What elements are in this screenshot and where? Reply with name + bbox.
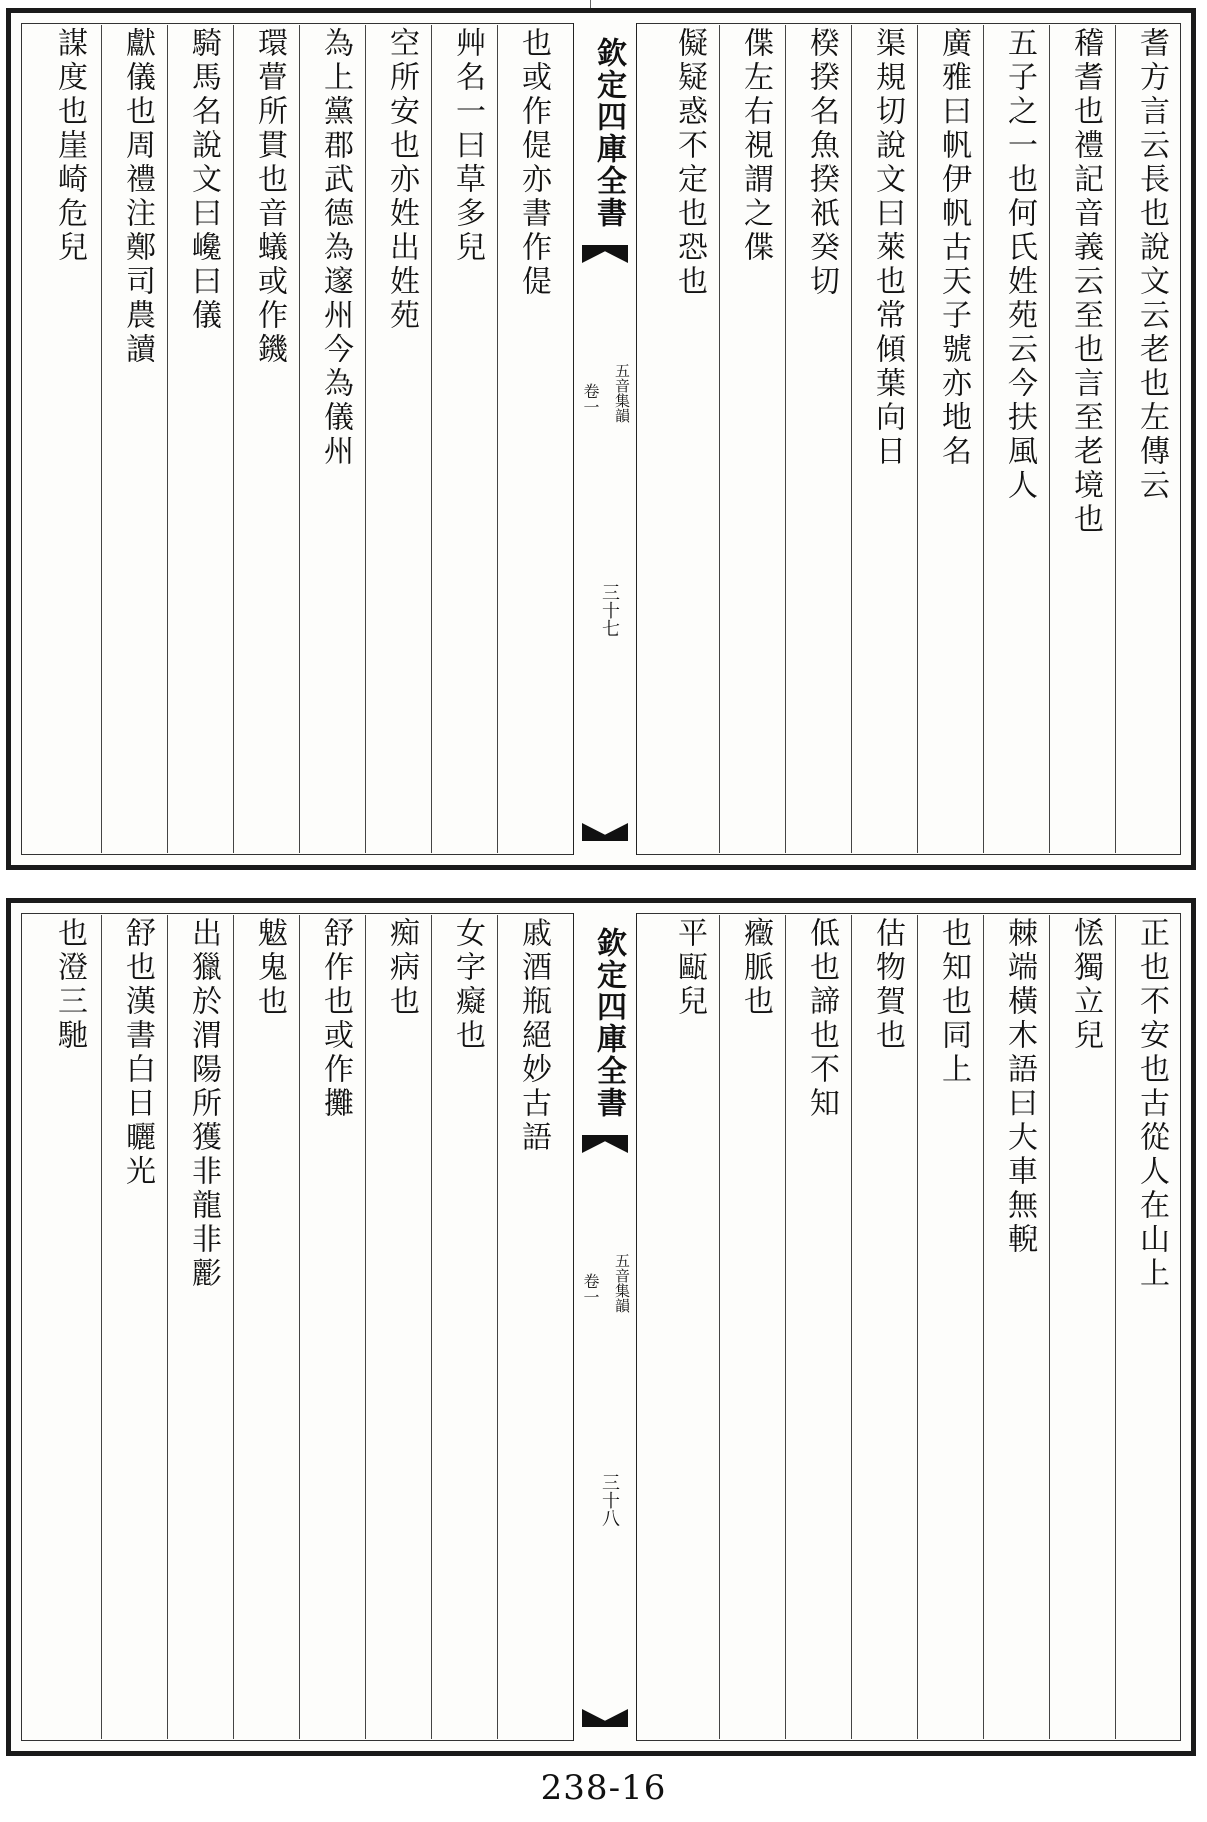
column-rule (233, 915, 234, 1739)
fishtail-mark (582, 1135, 628, 1153)
column-rule (983, 915, 984, 1739)
center-book-label: 五音集韻 (613, 1253, 631, 1313)
text-column: 低也諦也不知 (804, 917, 839, 1121)
column-rule (365, 915, 366, 1739)
text-column: 痴病也 (384, 917, 419, 1019)
column-rule (851, 25, 852, 853)
column-rule (1049, 25, 1050, 853)
text-column: 騎馬名說文曰巉曰儀 (186, 27, 221, 333)
text-column: 女字癡也 (450, 917, 485, 1053)
fishtail-mark (582, 245, 628, 263)
column-rule (431, 915, 432, 1739)
center-book-label: 五音集韻 (613, 363, 631, 423)
text-column: 也或作偍亦書作偍 (516, 27, 551, 299)
column-rule (917, 25, 918, 853)
column-rule (983, 25, 984, 853)
column-rule (101, 915, 102, 1739)
column-rule (167, 25, 168, 853)
column-rule (497, 915, 498, 1739)
text-column: 環瞢所貫也音蟻或作鐖 (252, 27, 287, 367)
text-column: 五子之一也何氏姓苑云今扶風人 (1002, 27, 1037, 503)
top-page (6, 8, 1196, 870)
fishtail-mark (582, 1709, 628, 1727)
center-strip (573, 913, 637, 1741)
column-rule (917, 915, 918, 1739)
column-rule (431, 25, 432, 853)
text-column: 謀度也崖崎危兒 (52, 27, 87, 265)
center-leaf-number: 三十七 (599, 583, 620, 637)
center-strip (573, 23, 637, 855)
bottom-page (6, 898, 1196, 1756)
center-title: 欽定四庫全書 (591, 927, 626, 1119)
column-rule (719, 915, 720, 1739)
text-column: 偞左右視謂之偞 (738, 27, 773, 265)
text-column: 廣雅曰帆伊帆古天子號亦地名 (936, 27, 971, 469)
text-column: 儗疑惑不定也恐也 (672, 27, 707, 299)
column-rule (719, 25, 720, 853)
text-column: 空所安也亦姓出姓苑 (384, 27, 419, 333)
fishtail-mark (582, 823, 628, 841)
text-column: 楑揆名魚揆祇癸切 (804, 27, 839, 299)
column-rule (785, 25, 786, 853)
text-column: 戚酒瓶絕妙古語 (516, 917, 551, 1155)
text-column: 也知也同上 (936, 917, 971, 1087)
column-rule (101, 25, 102, 853)
column-rule (851, 915, 852, 1739)
column-rule (1049, 915, 1050, 1739)
text-column: 渠規切說文曰萊也常傾葉向日 (870, 27, 905, 469)
text-column: 稽耆也禮記音義云至也言至老境也 (1068, 27, 1103, 537)
text-column: 恡獨立兒 (1068, 917, 1103, 1053)
column-rule (1115, 25, 1116, 853)
text-column: 正也不安也古從人在山上 (1134, 917, 1169, 1291)
column-rule (233, 25, 234, 853)
text-column: 棘端橫木語曰大車無輗 (1002, 917, 1037, 1257)
text-column: 癥脈也 (738, 917, 773, 1019)
column-rule (299, 915, 300, 1739)
center-juan: 卷一 (581, 1273, 600, 1305)
text-column: 為上黨郡武德為邃州今為儀州 (318, 27, 353, 469)
column-rule (785, 915, 786, 1739)
text-column: 也澄三馳 (52, 917, 87, 1053)
text-column: 獻儀也周禮注鄭司農讀 (120, 27, 155, 367)
center-juan: 卷一 (581, 383, 600, 415)
text-column: 耆方言云長也說文云老也左傳云 (1134, 27, 1169, 503)
text-column: 估物賀也 (870, 917, 905, 1053)
column-rule (167, 915, 168, 1739)
text-column: 平甌兒 (672, 917, 707, 1019)
page-number: 238-16 (540, 1768, 667, 1808)
column-rule (1115, 915, 1116, 1739)
text-column: 魃鬼也 (252, 917, 287, 1019)
center-title: 欽定四庫全書 (591, 37, 626, 229)
text-column: 出獵於渭陽所獲非龍非彲 (186, 917, 221, 1291)
center-leaf-number: 三十八 (599, 1473, 620, 1527)
text-column: 舒也漢書白日曬光 (120, 917, 155, 1189)
text-column: 艸名一曰草多兒 (450, 27, 485, 265)
column-rule (497, 25, 498, 853)
text-column: 舒作也或作攤 (318, 917, 353, 1121)
column-rule (299, 25, 300, 853)
column-rule (365, 25, 366, 853)
